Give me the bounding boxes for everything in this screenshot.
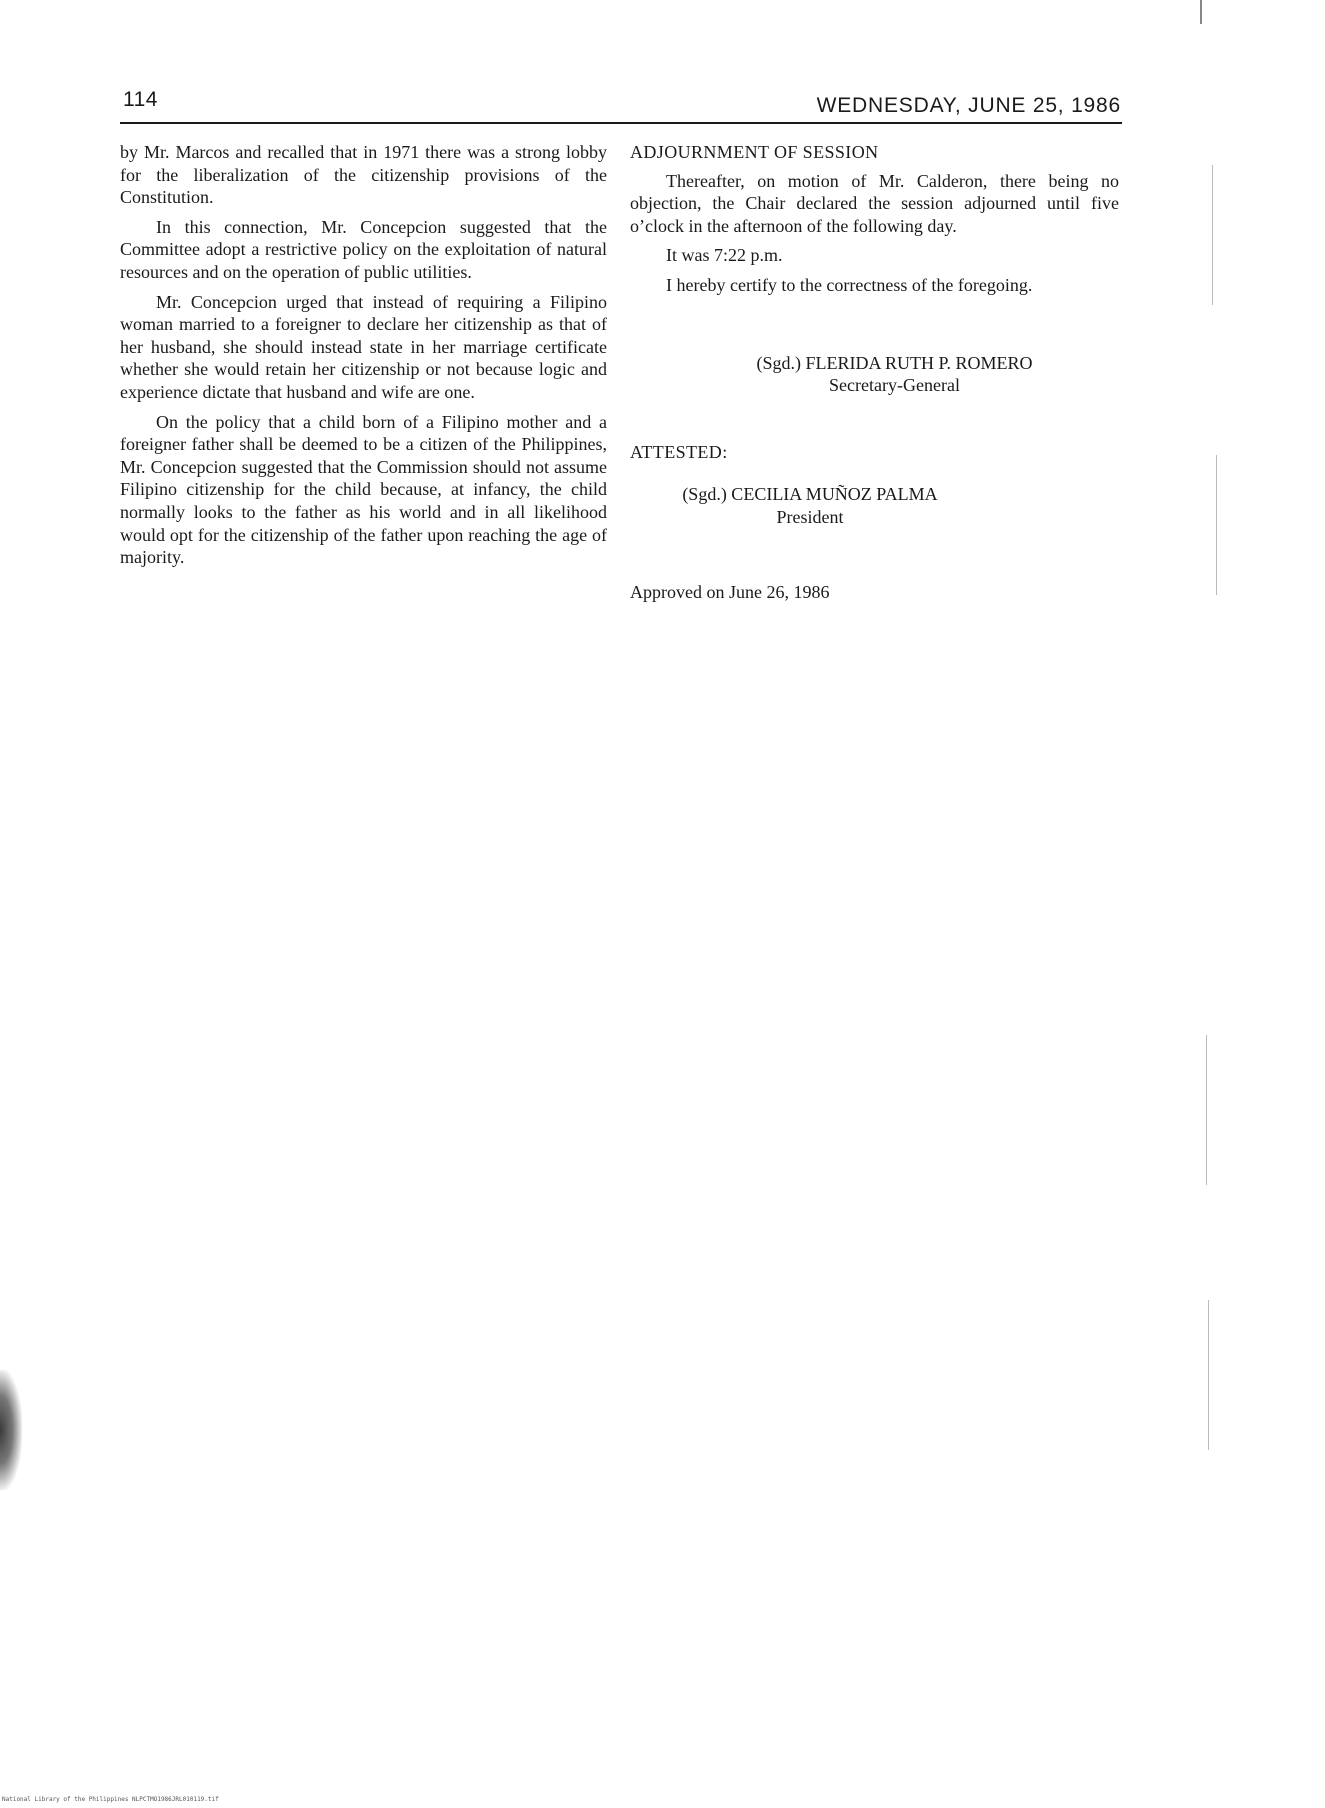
president-name: (Sgd.) CECILIA MUÑOZ PALMA <box>682 484 938 505</box>
running-date: WEDNESDAY, JUNE 25, 1986 <box>816 94 1121 117</box>
page-number: 114 <box>123 88 158 111</box>
right-column <box>630 141 1119 603</box>
paragraph-marriage-citizenship: Mr. Concepcion urged that instead of requiring a Filipino woman married to a foreigner to declare her citizenship as that of her husband, she should instead state in her marriage certificate whether she would retain her citizenship or not because logic and experience dictate that husband and wife are one. <box>120 291 607 402</box>
scan-source-footer: National Library of the Philippines NLPCTMO1986JRL010119.tif <box>2 1796 219 1803</box>
header-rule <box>120 122 1122 124</box>
paragraph-restrictive-policy: In this connection, Mr. Concepcion suggested that the Committee adopt a restrictive policy on the exploitation of natural resources and on the operation of public utilities. <box>120 216 607 282</box>
secretary-name: (Sgd.) FLERIDA RUTH P. ROMERO <box>756 352 1033 373</box>
secretary-signature-block <box>630 352 1119 397</box>
paragraph-child-citizenship: On the policy that a child born of a Filipino mother and a foreigner father shall be deemed to be a citizen of the Philippines, Mr. Concepcion suggested that the Commission should not assume Filipino citizenship for the child because, at infancy, the child normally looks to the father as his world and in all likelihood would opt for the citizenship of the father upon reaching the age of majority. <box>120 411 607 568</box>
left-column <box>120 141 607 569</box>
paragraph-marcos-lobby: by Mr. Marcos and recalled that in 1971 there was a strong lobby for the liberalization of the citizenship provisions of the Constitution. <box>120 142 607 208</box>
president-title: President <box>776 506 844 527</box>
attested-label: ATTESTED: <box>630 441 728 462</box>
approval-date: Approved on June 26, 1986 <box>630 581 830 602</box>
scan-speck <box>1200 0 1202 24</box>
paragraph-time: It was 7:22 p.m. <box>666 245 783 266</box>
scan-speck <box>1212 165 1213 305</box>
scan-speck <box>1206 1035 1207 1185</box>
president-signature-block <box>630 483 990 528</box>
scan-speck <box>1216 455 1217 595</box>
secretary-title: Secretary-General <box>829 375 960 396</box>
scan-edge-shadow <box>0 1370 22 1490</box>
paragraph-certification: I hereby certify to the correctness of the foregoing. <box>666 274 1033 295</box>
scan-speck <box>1208 1300 1209 1450</box>
paragraph-adjournment: Thereafter, on motion of Mr. Calderon, there being no objection, the Chair declared the session adjourned until five o’clock in the afternoon of the following day. <box>630 170 1119 236</box>
section-heading-adjournment: ADJOURNMENT OF SESSION <box>630 142 879 162</box>
